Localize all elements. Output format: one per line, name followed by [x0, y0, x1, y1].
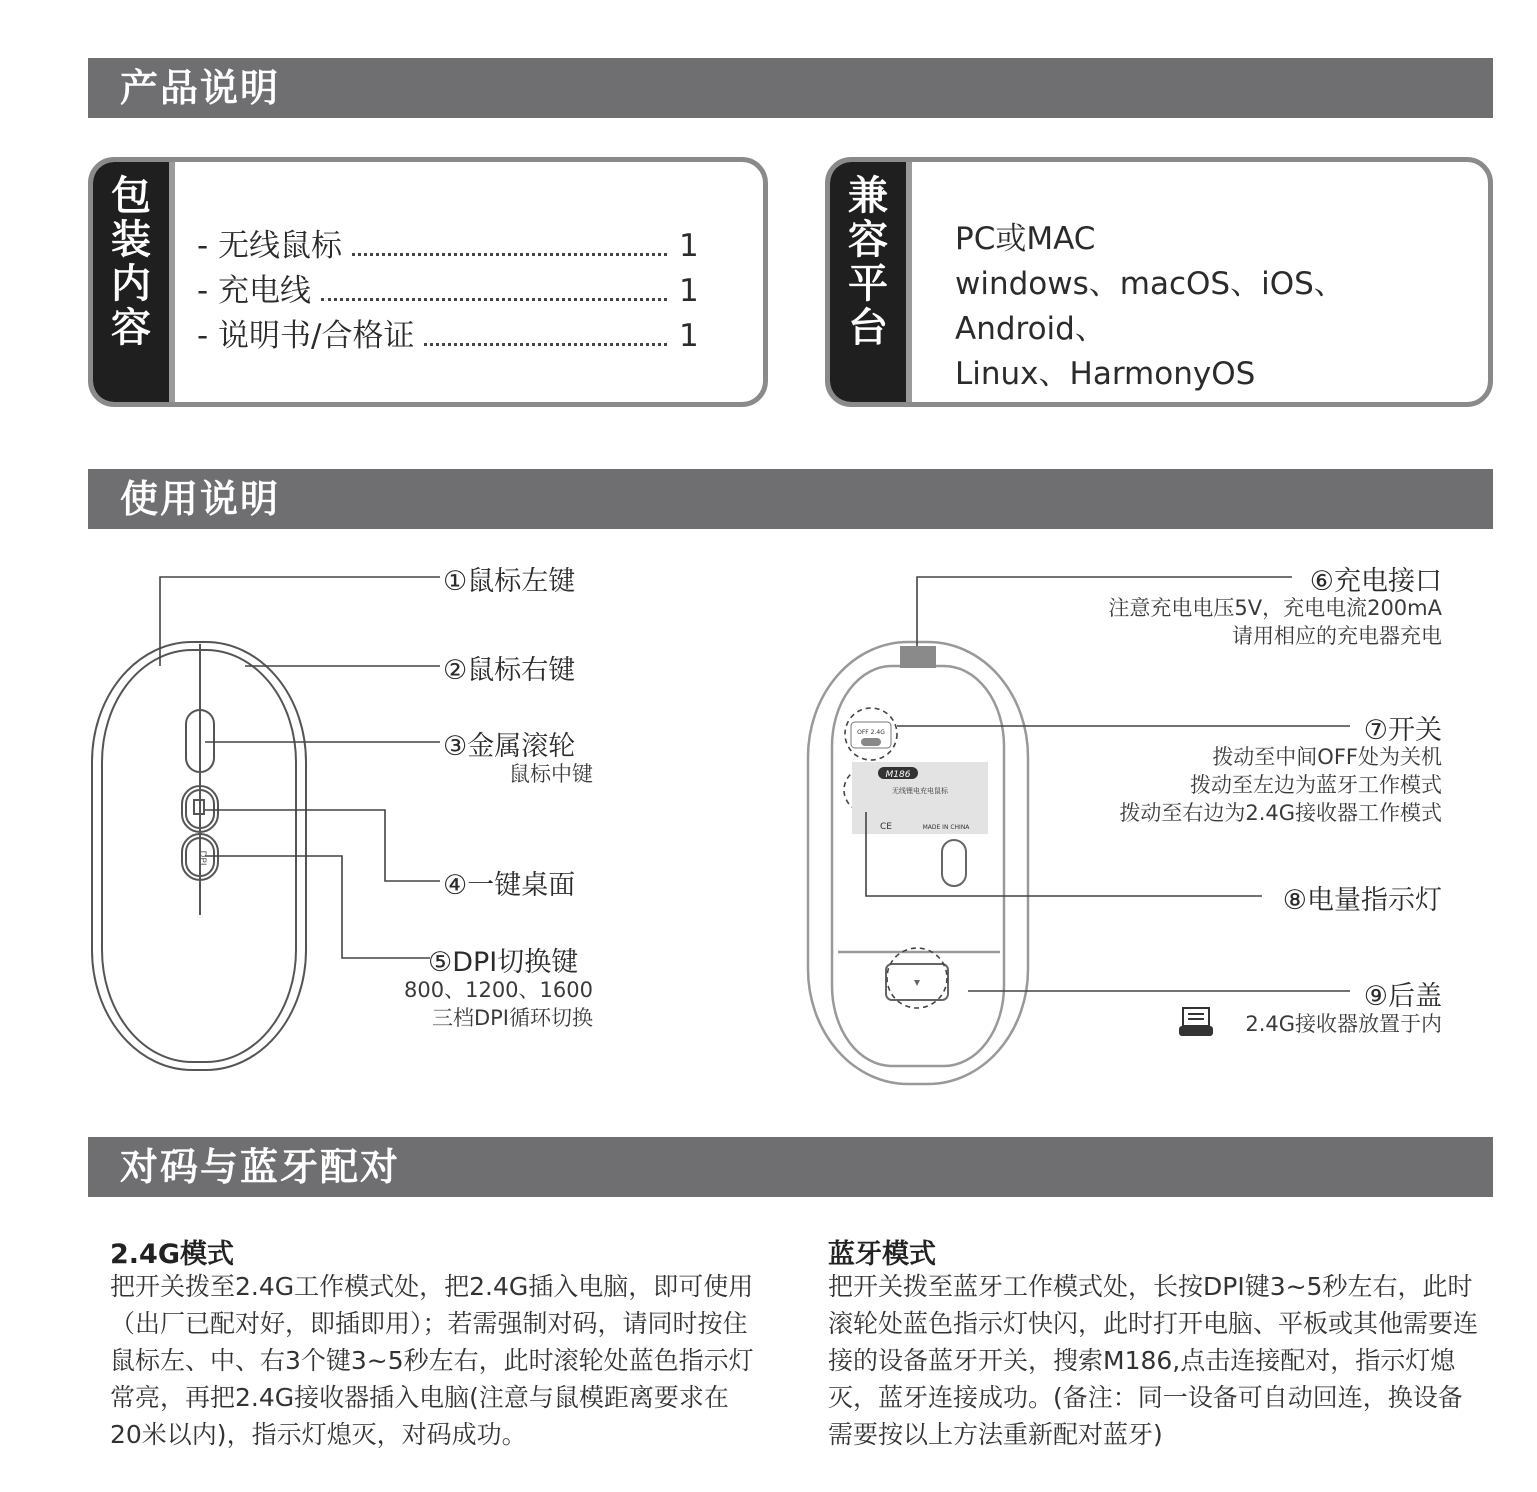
- section-title-product: 产品说明: [88, 58, 1493, 118]
- sublabel-receiver-storage: 2.4G接收器放置于内: [1245, 1012, 1442, 1036]
- sublabel-switch-24g: 拨动至右边为2.4G接收器工作模式: [1119, 801, 1442, 825]
- sublabel-dpi-cycle: 三档DPI循环切换: [431, 1006, 593, 1030]
- mode-24g-text: 把开关拨至2.4G工作模式处，把2.4G插入电脑，即可使用（出厂已配对好，即插即用）；若需强制对码，请同时按住鼠标左、中、右3个键3~5秒左右，此时滚轮处蓝色指示灯常亮，再把2.4G接收器插入电脑(注意与鼠模距离要求在20米以内)，指示灯熄灭，对码成功。: [110, 1272, 754, 1449]
- compat-line: PC或MAC: [955, 221, 1096, 257]
- section-title-pairing: 对码与蓝牙配对: [88, 1137, 1493, 1197]
- dpi-button-text: DPI: [197, 850, 207, 866]
- label-charging-port: ⑥充电接口: [1309, 566, 1442, 597]
- sticker-title: 无线锂电充电鼠标: [892, 787, 948, 795]
- sublabel-dpi-values: 800、1200、1600: [404, 978, 593, 1002]
- mode-bt-text: 把开关拨至蓝牙工作模式处，长按DPI键3~5秒左右，此时滚轮处蓝色指示灯快闪，此时打开电脑、平板或其他需要连接的设备蓝牙开关，搜索M186,点击连接配对，指示灯熄灭，蓝牙连接成功。(备注：同一设备可自动回连，换设备需要按以上方法重新配对蓝牙): [828, 1272, 1479, 1449]
- label-desktop-key: ④一键桌面: [443, 870, 576, 901]
- mouse-bottom-view: [808, 642, 1028, 1084]
- sublabel-switch-bt: 拨动至左边为蓝牙工作模式: [1190, 773, 1442, 797]
- item-qty: 1: [679, 273, 699, 309]
- sublabel-charging-voltage: 注意充电电压5V，充电电流200mA: [1108, 596, 1442, 620]
- item-name: - 充电线: [197, 273, 312, 309]
- section-title-usage: 使用说明: [88, 469, 1493, 529]
- label-right-button: ②鼠标右键: [443, 655, 576, 686]
- compat-line: Linux、HarmonyOS: [955, 356, 1256, 392]
- sublabel-middle-button: 鼠标中键: [509, 762, 593, 786]
- label-left-button: ①鼠标左键: [443, 566, 576, 597]
- sticker-made: MADE IN CHINA: [922, 824, 970, 831]
- leader-lines-top: [160, 577, 440, 958]
- compat-side-label: 兼容平台: [830, 162, 912, 402]
- item-name: - 说明书/合格证: [197, 318, 415, 354]
- sublabel-switch-off: 拨动至中间OFF处为关机: [1212, 745, 1442, 769]
- sticker-ce: CE: [880, 822, 892, 832]
- mode-24g-title: 2.4G模式: [110, 1239, 234, 1270]
- label-dpi-key: ⑤DPI切换键: [428, 947, 579, 978]
- item-name: - 无线鼠标: [197, 228, 343, 264]
- item-qty: 1: [679, 228, 699, 264]
- switch-label: OFF 2.4G: [857, 729, 885, 736]
- item-qty: 1: [679, 318, 699, 354]
- label-battery-light: ⑧电量指示灯: [1282, 885, 1442, 916]
- label-back-cover: ⑨后盖: [1363, 981, 1442, 1012]
- label-switch: ⑦开关: [1363, 715, 1442, 746]
- sublabel-charger: 请用相应的充电器充电: [1232, 624, 1442, 648]
- package-side-label: 包装内容: [93, 162, 175, 402]
- mode-bt-title: 蓝牙模式: [828, 1239, 936, 1270]
- receiver-icon: [1179, 1008, 1213, 1036]
- compat-line: windows、macOS、iOS、Android、: [955, 266, 1345, 347]
- sticker-model: M186: [885, 770, 911, 780]
- charging-port: [900, 646, 936, 668]
- label-scroll-wheel: ③金属滚轮: [443, 731, 576, 762]
